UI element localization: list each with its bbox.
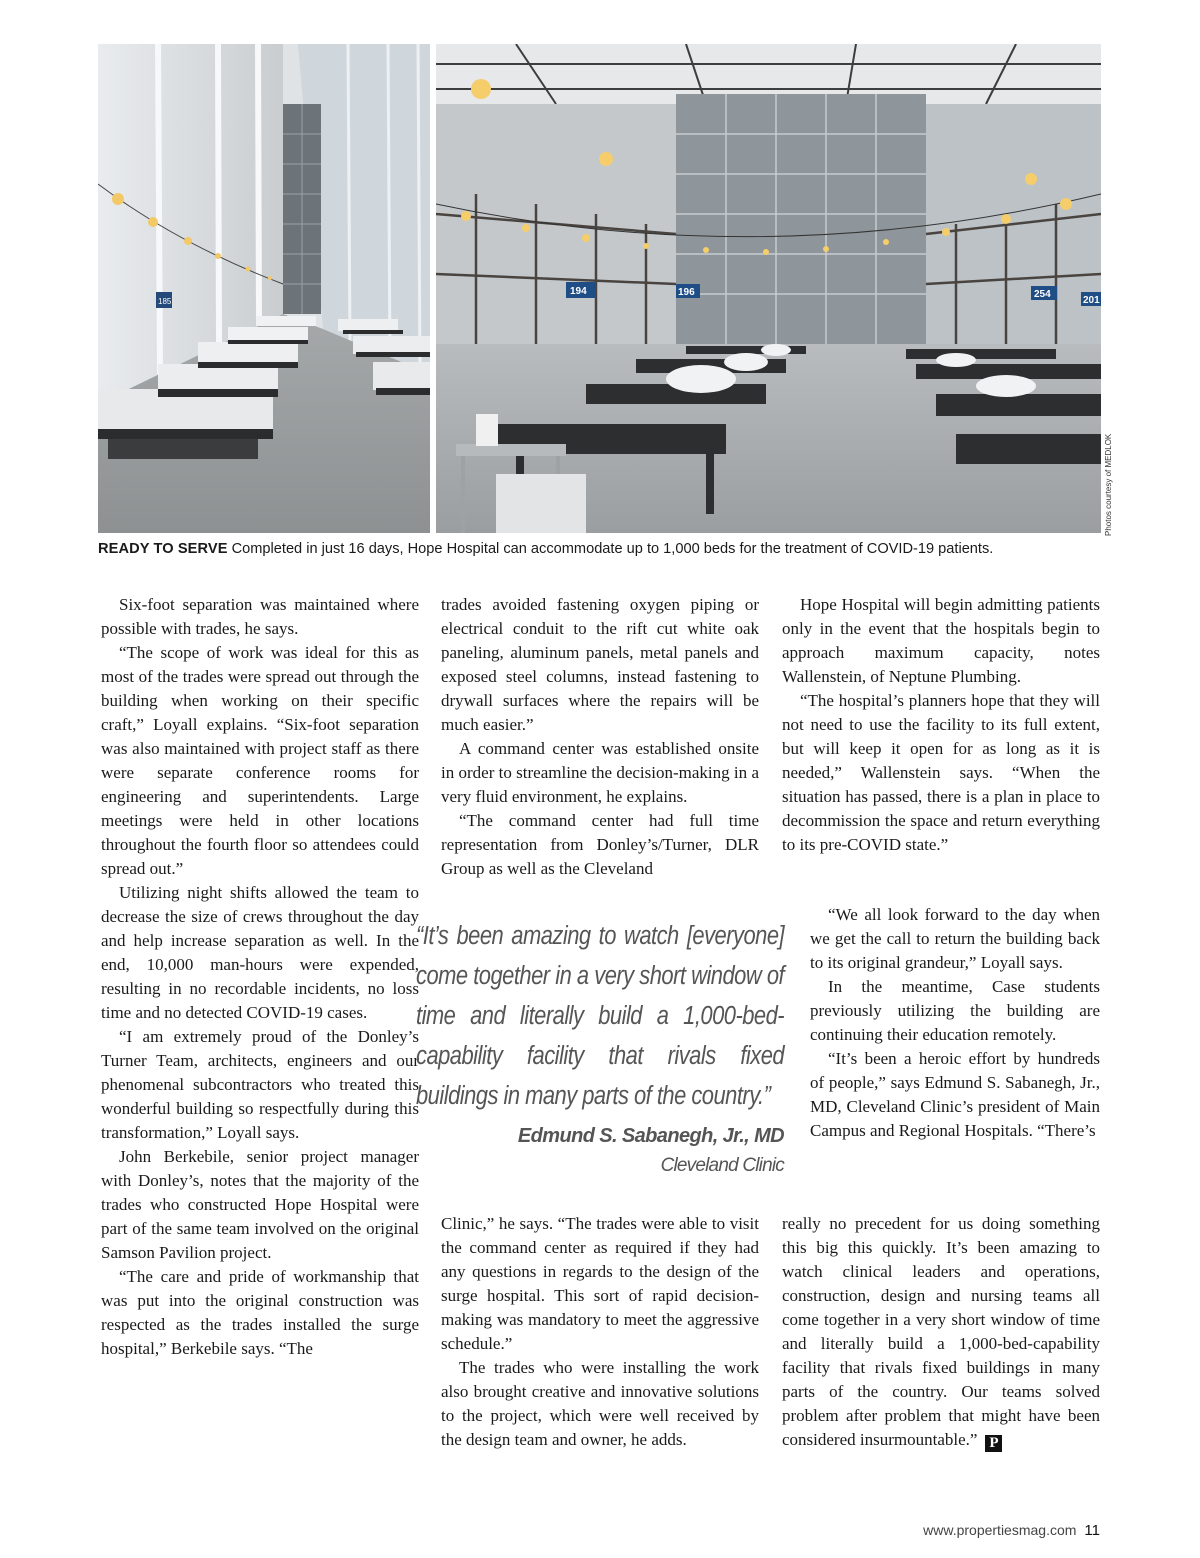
paragraph: In the meantime, Case students previously utilizing the building are continuing their education remotely. <box>810 977 1100 1044</box>
photo-caption <box>98 541 1108 557</box>
caption-text: Completed in just 16 days, Hope Hospital can accommodate up to 1,000 beds for the treatment of COVID-19 patients. <box>227 541 994 557</box>
article-column-3-bottom <box>782 1212 1100 1452</box>
page-number: 11 <box>1084 1522 1100 1539</box>
pull-quote-organization: Cleveland Clinic <box>660 1155 784 1176</box>
article-column-3-top <box>782 593 1100 857</box>
photo-credit: Photos courtesy of MEDLOK <box>1104 433 1113 536</box>
paragraph: A command center was established onsite in order to streamline the decision-making in a very fluid environment, he explains. <box>441 739 759 806</box>
paragraph: John Berkebile, senior project manager with Donley’s, notes that the majority of the trades who constructed Hope Hospital were part of the same team involved on the original Samson Pavilion project. <box>101 1147 419 1262</box>
bed-number-label: 185 <box>158 297 172 306</box>
paragraph: “It’s been a heroic effort by hundreds of people,” says Edmund S. Sabanegh, Jr., MD, Cleveland Clinic’s president of Main Campus and Regional Hospitals. “There’s <box>810 1049 1100 1140</box>
article-column-2-top <box>441 593 759 881</box>
paragraph: Hope Hospital will begin admitting patients only in the event that the hospitals begin to approach maximum capacity, notes Wallenstein, of Neptune Plumbing. <box>782 595 1100 686</box>
paragraph-text: really no precedent for us doing something this big this quickly. It’s been amazing to watch clinical leaders and operations, construction, design and nursing teams all come together in a very short window of time and literally build a 1,000-bed-capability facility that rivals fixed buildings in many parts of the country. Our teams solved problem after problem that might have been considered insurmountable.” <box>782 1214 1100 1449</box>
pull-quote: “It’s been amazing to watch [everyone] come together in a very short window of time and literally build a 1,000-bed-capability facility that rivals fixed buildings in many parts of the country.” <box>416 922 785 1110</box>
photo-atrium-corridor <box>98 44 430 533</box>
paragraph: “The command center had full time representation from Donley’s/Turner, DLR Group as well as the Cleveland <box>441 811 759 878</box>
photo-atrium-beds <box>436 44 1101 533</box>
bed-number-label: 194 <box>570 286 587 297</box>
paragraph: “The care and pride of workmanship that was put into the original construction was respected as the trades installed the surge hospital,” Berkebile says. “The <box>101 1267 419 1358</box>
paragraph: Clinic,” he says. “The trades were able to visit the command center as required if they had any questions in regards to the design of the surge hospital. This sort of rapid decision-making was mandatory to meet the aggressive schedule.” <box>441 1214 759 1353</box>
footer-url: www.propertiesmag.com <box>923 1522 1077 1538</box>
paragraph: Utilizing night shifts allowed the team to decrease the size of crews throughout the day and help increase separation as well. In the end, 10,000 man-hours were expended, resulting in no recordable incidents, no loss time and no detected COVID-19 cases. <box>101 883 419 1022</box>
article-column-1 <box>101 593 419 1361</box>
paragraph: “The scope of work was ideal for this as most of the trades were spread out through the building when working on their specific craft,” Loyall explains. “Six-foot separation was also maintained with project staff as there were separate conference rooms for engineering and superintendents. Large meetings were held in other locations throughout the fourth floor so attendees could spread out.” <box>101 643 419 878</box>
end-of-article-mark: P <box>985 1435 1002 1452</box>
caption-lead: READY TO SERVE <box>98 541 228 557</box>
paragraph: “The hospital’s planners hope that they will not need to use the facility to its full extent, but will keep it open for as long as it is needed,” Wallenstein says. “When the situation has passed, there is a plan in place to decommission the space and return everything to its pre-COVID state.” <box>782 691 1100 854</box>
paragraph: Six-foot separation was maintained where possible with trades, he says. <box>101 595 419 638</box>
paragraph: “I am extremely proud of the Donley’s Turner Team, architects, engineers and our phenomenal subcontractors who treated this wonderful building so respectfully during this transformation,” Loyall says. <box>101 1027 419 1142</box>
paragraph <box>782 1212 1100 1452</box>
paragraph: The trades who were installing the work also brought creative and innovative solutions to the project, which were well received by the design team and owner, he adds. <box>441 1358 759 1449</box>
page-footer <box>850 1522 1100 1539</box>
pull-quote-attribution: Edmund S. Sabanegh, Jr., MD <box>517 1125 784 1147</box>
bed-number-label: 254 <box>1034 289 1051 300</box>
paragraph: “We all look forward to the day when we get the call to return the building back to its original grandeur,” Loyall says. <box>810 905 1100 972</box>
bed-number-label: 196 <box>678 287 695 298</box>
paragraph: trades avoided fastening oxygen piping or electrical conduit to the rift cut white oak paneling, aluminum panels, metal panels and exposed steel columns, instead fastening to drywall surfaces where the repairs will be much easier.” <box>441 595 759 734</box>
article-column-3-middle <box>810 903 1100 1143</box>
article-column-2-bottom <box>441 1212 759 1452</box>
bed-number-label: 201 <box>1083 295 1100 306</box>
